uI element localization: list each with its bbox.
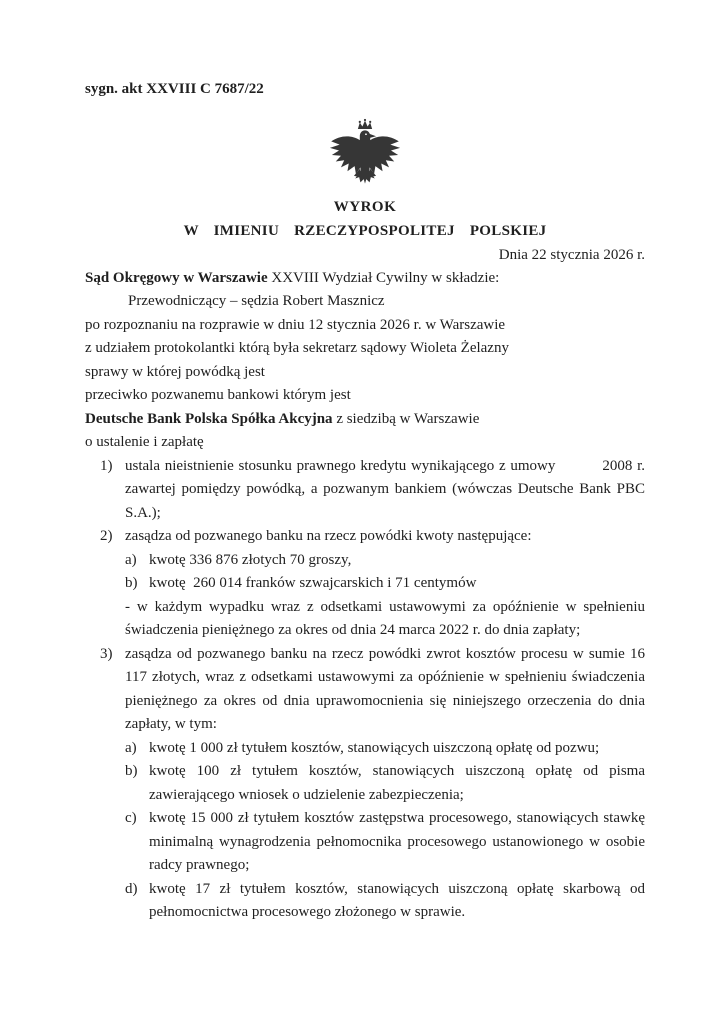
intro-paragraph: przeciwko pozwanemu bankowi którym jest — [85, 387, 351, 403]
intro-section — [85, 267, 645, 455]
ruling-text: ustala nieistnienie stosunku prawnego kredytu wynikającego z umowy 2008 r. zawartej pomiędzy powódką, a pozwanym bankiem (wówczas Deutsche Bank PBC S.A.); — [125, 457, 645, 521]
subitem-text: kwotę 15 000 zł tytułem kosztów zastępstwa procesowego, stanowiących stawkę minimalną wynagrodzenia pełnomocnika procesowego ustanowionego w osobie radcy prawnego; — [149, 810, 645, 873]
bold-lead: Sąd Okręgowy w Warszawie — [85, 269, 268, 286]
ruling-body — [125, 643, 645, 925]
ruling-subitem — [125, 572, 645, 596]
ruling-subitem — [125, 807, 645, 878]
ruling-subitem — [125, 878, 645, 925]
ruling-subitem — [125, 737, 645, 761]
case-number: sygn. akt XXVIII C 7687/22 — [85, 81, 264, 97]
subitem-text: kwotę 17 zł tytułem kosztów, stanowiących uiszczoną opłatę skarbową od pełnomocnictwa procesowego złożonego w sprawie. — [149, 880, 645, 920]
subitem-marker: a) — [125, 551, 137, 568]
subitem-text: kwotę 1 000 zł tytułem kosztów, stanowiących uiszczoną opłatę od pozwu; — [149, 739, 600, 756]
subitem-marker: b) — [125, 575, 138, 591]
rulings-section — [85, 455, 645, 925]
ruling-subitem — [125, 760, 645, 807]
polish-eagle-icon — [326, 118, 404, 196]
intro-paragraph: Sąd Okręgowy w Warszawie XXVIII Wydział Cywilny w składzie: — [85, 269, 500, 286]
ruling-subitem — [125, 549, 645, 573]
intro-paragraph: Deutsche Bank Polska Spółka Akcyjna z siedzibą w Warszawie — [85, 410, 480, 427]
polish-eagle-emblem — [85, 118, 645, 194]
ruling-marker: 3) — [100, 645, 113, 662]
intro-paragraph: o ustalenie i zapłatę — [85, 434, 204, 450]
subitem-text: kwotę 260 014 franków szwajcarskich i 71 centymów — [149, 575, 477, 591]
intro-paragraph: z udziałem protokolantki którą była sekretarz sądowy Wioleta Żelazny — [85, 340, 509, 356]
ruling-item — [85, 525, 645, 643]
subitem-marker: b) — [125, 763, 138, 779]
subitem-text: kwotę 100 zł tytułem kosztów, stanowiących uiszczoną opłatę od pisma zawierającego wniosek o udzielenie zabezpieczenia; — [149, 763, 645, 803]
ruling-body — [125, 455, 645, 526]
subitem-marker: d) — [125, 880, 138, 897]
intro-paragraph: po rozpoznaniu na rozprawie w dniu 12 stycznia 2026 r. w Warszawie — [85, 316, 506, 333]
ruling-continuation: - w każdym wypadku wraz z odsetkami ustawowymi za opóźnienie w spełnieniu świadczenia pieniężnego za okres od dnia 24 marca 2022 r. do dnia zapłaty; — [125, 598, 645, 638]
bold-lead: Deutsche Bank Polska Spółka Akcyjna — [85, 410, 333, 427]
intro-paragraph: Przewodniczący – sędzia Robert Masznicz — [128, 293, 385, 309]
subitem-text: kwotę 336 876 złotych 70 groszy, — [149, 551, 352, 568]
subitem-marker: c) — [125, 810, 137, 826]
judgment-subtitle: W IMIENIU RZECZYPOSPOLITEJ POLSKIEJ — [183, 222, 547, 239]
ruling-item — [85, 643, 645, 925]
intro-paragraph: sprawy w której powódką jest — [85, 363, 265, 380]
ruling-marker: 2) — [100, 528, 113, 544]
subitem-marker: a) — [125, 739, 137, 756]
judgment-title: WYROK — [333, 198, 397, 215]
ruling-marker: 1) — [100, 457, 113, 474]
ruling-item — [85, 455, 645, 526]
ruling-text: zasądza od pozwanego banku na rzecz powódki kwoty następujące: — [125, 528, 532, 544]
ruling-text: zasądza od pozwanego banku na rzecz powódki zwrot kosztów procesu w sumie 16 117 złotych, wraz z odsetkami ustawowymi za opóźnienie w spełnieniu świadczenia pieniężnego za okres od dnia uprawomocnienia się niniejszego orzeczenia do dnia zapłaty, w tym: — [125, 645, 645, 732]
judgment-date: Dnia 22 stycznia 2026 r. — [498, 246, 645, 263]
ruling-body — [125, 525, 645, 643]
